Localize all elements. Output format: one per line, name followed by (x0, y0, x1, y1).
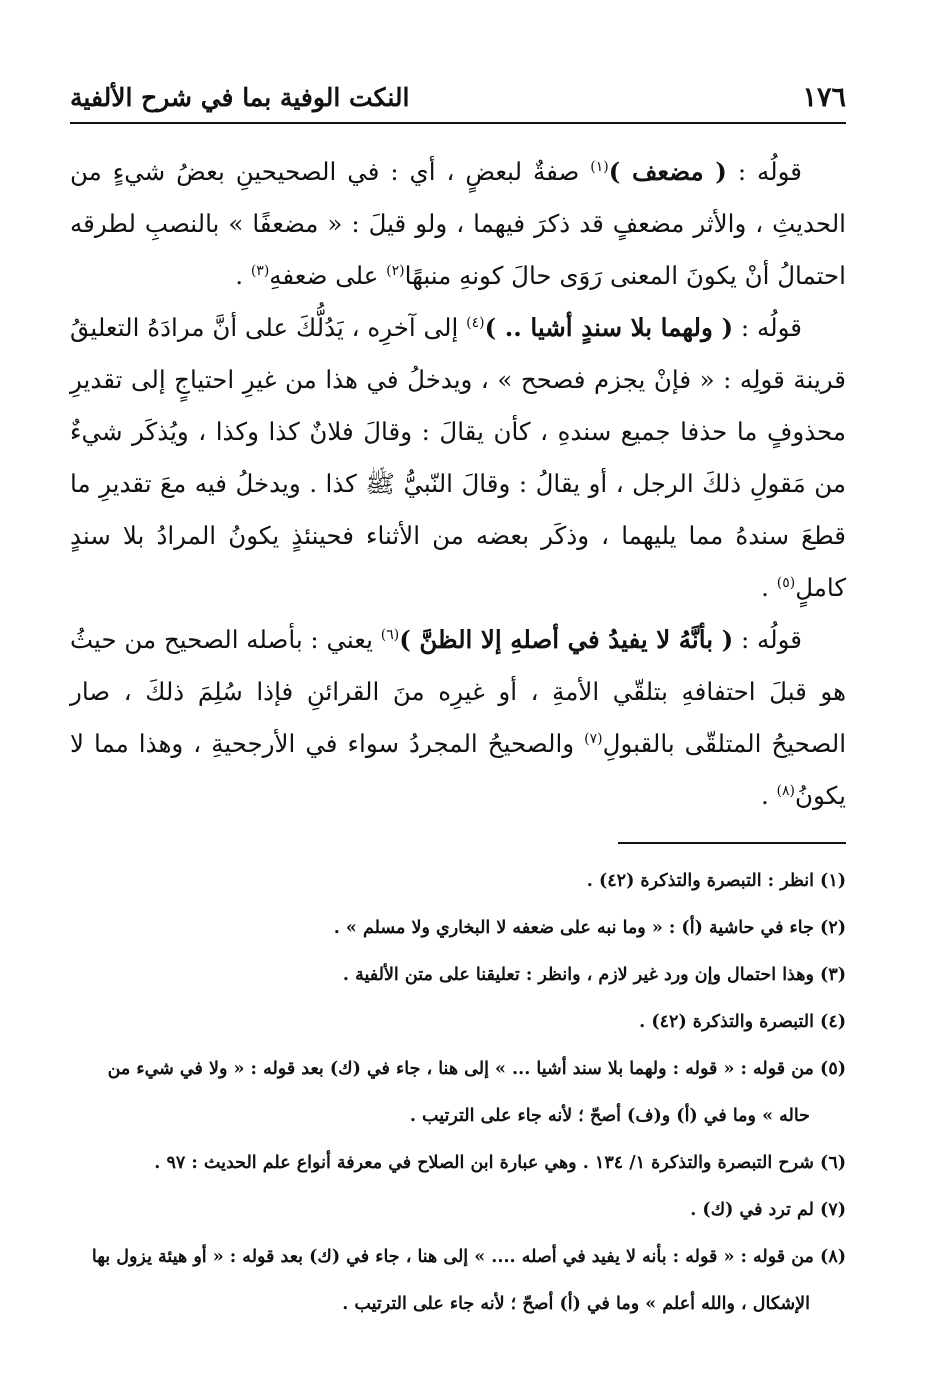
footnote-ref[interactable]: (٤) (466, 314, 485, 331)
text-run: والصحيحُ المجردُ سواء في الأرجحيةِ ، وهذا مما لا يكونُ (70, 729, 846, 810)
footnote-8-continuation: الإشكال ، والله أعلم » وما في (أ) أصحّ ؛ لأنه جاء على الترتيب . (342, 1294, 810, 1314)
text-run: قولُه : (726, 157, 802, 186)
paragraph-1 (70, 146, 846, 302)
footnote-4: (٤) التبصرة والتذكرة (٤٢) . (639, 1012, 846, 1032)
quoted-verse: ( مضعف ) (608, 157, 727, 186)
footnote-3: (٣) وهذا احتمال وإن ورد غير لازم ، وانظر : تعليقنا على متن الألفية . (342, 965, 846, 985)
page-number: ١٧٦ (802, 81, 846, 113)
running-header (70, 72, 846, 124)
footnotes (70, 858, 846, 1328)
footnote-separator (618, 842, 846, 844)
footnote-1: (١) انظر : التبصرة والتذكرة (٤٢) . (586, 871, 846, 891)
footnote-8: (٨) من قوله : « قوله : بأنه لا يفيد في أصله .... » إلى هنا ، جاء في (ك) بعد قوله : « أو هيئة يزول بها (91, 1247, 846, 1267)
text-run: . (761, 573, 777, 602)
text-run: يعني : بأصله الصحيح من حيثُ هو قبلَ احتفافهِ بتلقّي الأمةِ ، أو غيرِه منَ القرائنِ فإذا سُلِمَ ذلكَ ، صار الصحيحُ المتلقّى بالقبولِ (70, 625, 846, 758)
text-run: إلى آخرِه ، يَدُلُّكَ على أنَّ مرادَهُ التعليقُ قرينة قولِه : « فإنْ يجزم فصحح » ، ويدخلُ في هذا من غيرِ احتياجٍ إلى تقديرِ محذوفٍ ما حذفا جميع سندهِ ، كأن يقالَ : وقالَ فلانٌ كذا وكذا ، ويُذكَر شيءٌ من مَقولِ ذلكَ الرجل ، أو يقالُ : وقالَ النّبيُّ ﷺ كذا . ويدخلُ فيه معَ تقديرِ ما قطعَ سندهُ مما يليهما ، وذكَر بعضه من الأثناء فحينئذٍ يكونُ المرادُ بلا سندٍ كاملٍ (70, 313, 846, 602)
quoted-verse: ( بأنَّهُ لا يفيدُ في أصلهِ إلا الظنَّ ) (399, 625, 734, 654)
paragraph-2 (70, 302, 846, 614)
text-run: قولُه : (733, 625, 802, 654)
text-run: . (760, 781, 777, 810)
footnote-ref[interactable]: (١) (590, 158, 609, 175)
running-title: النكت الوفية بما في شرح الألفية (70, 82, 410, 112)
text-run: قولُه : (733, 313, 802, 342)
footnote-2: (٢) جاء في حاشية (أ) : « وما نبه على ضعفه لا البخاري ولا مسلم » . (333, 918, 846, 938)
text-run: على ضعفهِ (269, 261, 387, 290)
footnote-ref[interactable]: (٢) (386, 262, 405, 279)
footnote-5-continuation: حاله » وما في (أ) و(ف) أصحّ ؛ لأنه جاء على الترتيب . (409, 1106, 810, 1126)
footnote-ref[interactable]: (٥) (776, 574, 796, 591)
main-text (70, 146, 846, 822)
footnote-ref[interactable]: (٧) (584, 730, 603, 747)
footnote-ref[interactable]: (٨) (776, 782, 795, 799)
text-run: . (235, 261, 251, 290)
footnote-5: (٥) من قوله : « قوله : ولهما بلا سند أشيا ... » إلى هنا ، جاء في (ك) بعد قوله : « ولا في شيء من (107, 1059, 846, 1079)
text-run: صفةٌ لبعضٍ ، أي : في الصحيحينِ بعضُ شيءٍ من الحديثِ ، والأثر مضعفٍ قد ذكرَ فيهما ، ولو قيلَ : « مضعفًا » بالنصبِ لطرقه احتمالُ أنْ يكونَ المعنى رَوَى حالَ كونهِ منبهًا (70, 157, 846, 290)
paragraph-3 (70, 614, 846, 822)
footnote-ref[interactable]: (٦) (380, 626, 400, 643)
quoted-verse: ( ولهما بلا سندٍ أشيا .. ) (484, 313, 734, 342)
footnote-ref[interactable]: (٣) (250, 262, 270, 279)
footnote-6: (٦) شرح التبصرة والتذكرة ١/ ١٣٤ . وهي عبارة ابن الصلاح في معرفة أنواع علم الحديث : ٩٧ . (154, 1153, 846, 1173)
footnote-7: (٧) لم ترد في (ك) . (690, 1200, 846, 1220)
